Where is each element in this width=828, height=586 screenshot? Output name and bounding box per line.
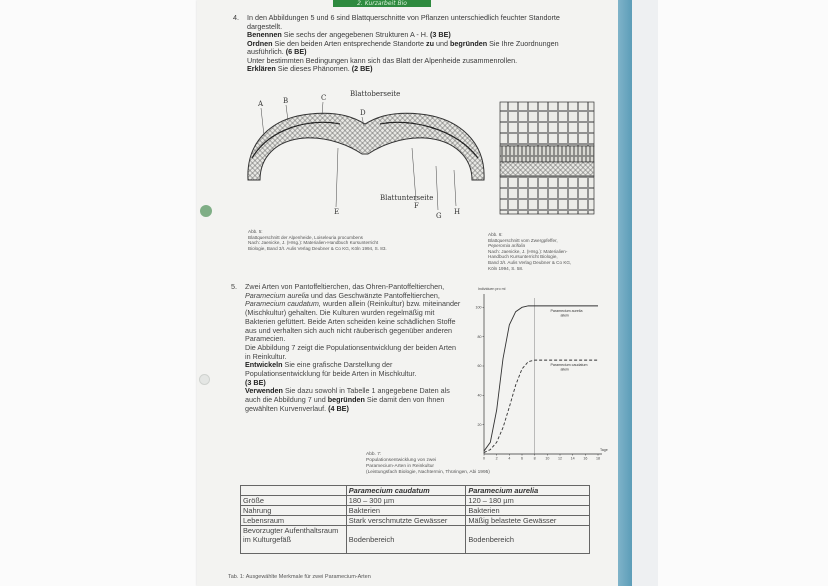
label-g: G [436,212,442,218]
figure-6-leaf-section [498,100,596,218]
label-upper-side: Blattoberseite [350,90,401,98]
label-b: B [283,97,289,105]
x-tick-label: 12 [558,456,562,461]
label-lower-side: Blattunterseite [380,194,434,202]
question-4 [233,14,589,74]
x-tick-label: 0 [483,456,485,461]
question-text: Zwei Arten von Pantoffeltierchen, das Ohren-Pantoffeltierchen, Paramecium aurelia und das Geschwänzte Pantoffeltierchen, Paramecium caudatum, wurden allein (Reinkultur) bzw. miteinander (Mischkultur) gehalten. Die Kulturen wurden regelmäßig mit Bakterien gefüttert. Beide Arten scheiden keine schädlichen Stoffe aus und verhalten sich auch nicht räuberisch gegenüber anderen Paramecien. [245,282,461,344]
figure-7-population-chart [470,284,608,466]
x-tick-label: 8 [533,456,536,461]
label-e: E [334,208,340,216]
figure-5-caption: Abb. 5: Blattquerschnitt der Alpenheide, Loiseleuria procumbens Nach: Jaenicke, J. (Hrsg.): Materialien-Handbuch Kursunterricht Biologie, Band 3/I. Aulis Verlag Deubner & Co KG, Köln 1994, S. 83. [248,229,387,251]
y-tick-label: 80 [477,334,482,339]
x-tick-label: 2 [495,456,498,461]
punch-hole [200,205,212,217]
label-c: C [321,94,327,102]
task-assign: Ordnen Sie den beiden Arten entsprechende Standorte zu und begründen Sie Ihre Zuordnungen ausführlich. (6 BE) [247,38,559,56]
label-a: A [258,100,264,108]
x-tick-label: 4 [508,456,511,461]
background-right [632,0,828,586]
task-explain: Erklären Sie dieses Phänomen. (2 BE) [247,64,373,73]
task-context: Unter bestimmten Bedingungen kann sich das Blatt der Alpenheide zusammenrollen. [247,55,518,65]
series-line-0 [484,306,598,451]
figure-7-caption: Abb. 7: Populationsentwicklung von zwei Paramecium-Arten in Reinkultur (Leistungsfach Biologie, Nachtermin, Thüringen, Abi 1995) [366,452,490,475]
task-develop: Entwickeln Sie eine grafische Darstellung der Populationsentwicklung für beide Arten in Mischkultur. (3 BE) [245,360,417,387]
table-row: Nahrung Bakterien Bakterien [241,506,590,516]
table-row: Lebensraum Stark verschmutzte Gewässer Mäßig belastete Gewässer [241,516,590,526]
x-tick-label: 10 [545,456,550,461]
table-row: Größe 180 – 300 µm 120 – 180 µm [241,496,590,506]
question-number: 4. [233,13,239,22]
y-tick-label: 40 [477,393,482,398]
y-tick-label: 100 [475,305,482,310]
task-name: Benennen Sie sechs der angegebenen Strukturen A - H. (3 BE) [247,30,451,39]
header-tape: 2. Kurzarbeit Bio [333,0,431,7]
label-d: D [360,109,366,117]
background-left [0,0,198,586]
task-use: Verwenden Sie dazu sowohl in Tabelle 1 angegebene Daten als auch die Abbildung 7 und begründen Sie damit den von Ihnen gewählten Kurvenverlauf. (4 BE) [245,386,450,413]
punch-hole-2 [199,374,210,385]
x-axis-label: Tage [600,448,608,452]
question-figure-ref: Die Abbildung 7 zeigt die Populationsentwicklung der beiden Arten in Reinkultur. [245,342,456,361]
figure-6-caption: Abb. 6: Blattquerschnitt vom Zwergpfeffer, Peperomia arifolia Nach: Jaenicke, J. (Hrsg.): Materialien- Handbuch Kursunterricht Biologie, Band 3/I. Aulis Verlag Deubner & Co KG, Köln 1994, S. 58. [488,232,572,271]
folder-edge [618,0,632,586]
x-tick-label: 6 [521,456,523,461]
question-intro: In den Abbildungen 5 und 6 sind Blattquerschnitte von Pflanzen unterschiedlich feuchter Standorte dargestellt. [247,13,560,31]
table-row: Bevorzugter Aufenthaltsraum im Kulturgefäß Bodenbereich Bodenbereich [241,526,590,554]
y-axis-label: Individuen pro ml [478,287,506,291]
series-label-0: Paramecium aurelia allein [550,308,583,318]
x-tick-label: 16 [583,456,588,461]
adjacent-page [632,0,658,586]
table-paramecium [240,485,590,554]
table-header-row: Paramecium caudatum Paramecium aurelia [241,486,590,496]
x-tick-label: 14 [570,456,575,461]
y-tick-label: 20 [477,422,482,427]
label-h: H [454,208,461,216]
question-5 [231,283,461,414]
label-f: F [414,202,419,210]
y-tick-label: 60 [477,364,482,369]
x-tick-label: 18 [596,456,600,461]
table-caption: Tab. 1: Ausgewählte Merkmale für zwei Paramecium-Arten [228,574,371,580]
figure-5-leaf-section [240,88,490,218]
question-number: 5. [231,282,237,291]
series-label-1: Paramecium caudatum allein [550,363,588,372]
